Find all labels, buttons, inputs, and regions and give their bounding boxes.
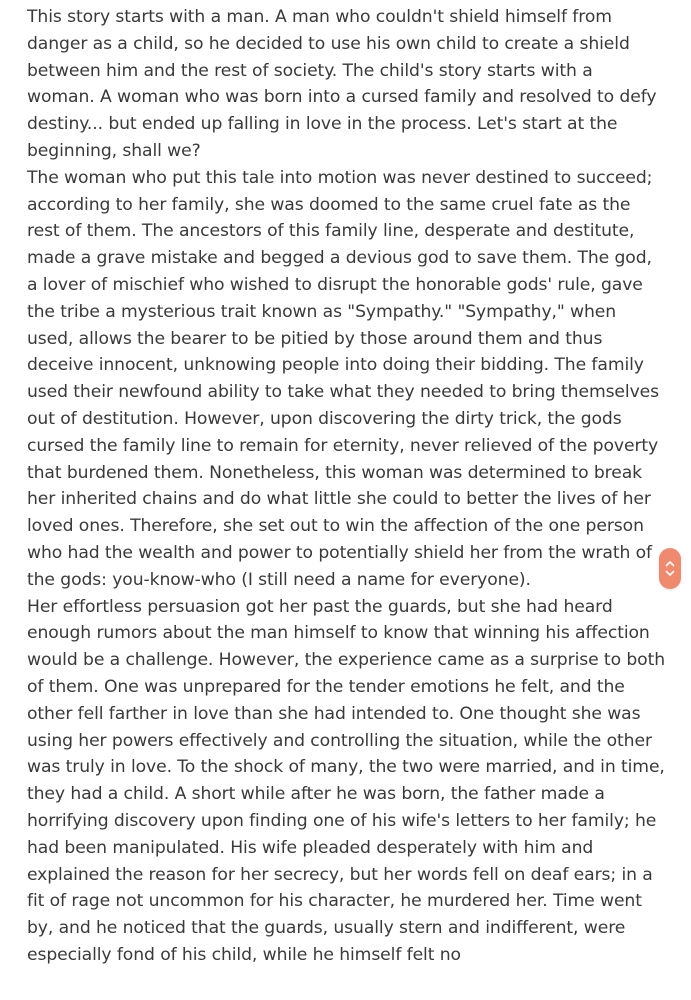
fast-scroll-handle[interactable] — [659, 548, 681, 589]
story-paragraph-1: This story starts with a man. A man who couldn't shield himself from danger as a child, so he decided to use his own child to create a shield between him and the rest of society. The child's story starts with a woman. A woman who was born into a cursed family and resolved to defy destiny... but ended up falling in love in the process. Let's start at the beginning, shall we? — [27, 7, 657, 161]
story-paragraph-3: Her effortless persuasion got her past the guards, but she had heard enough rumors about the man himself to know that winning his affection would be a challenge. However, the experience came as a surprise to both of them. One was unprepared for the tender emotions he felt, and the other fell farther in love than she had intended to. One thought she was using her powers effectively and controlling the situation, while the other was truly in love. To the shock of many, the two were married, and in time, they had a child. A short while after he was born, the father made a horrifying discovery upon finding one of his wife's letters to her family; he had been manipulated. His wife pleaded desperately with him and explained the reason for her secrecy, but her words fell on deaf ears; in a fit of rage not uncommon for his character, he murdered her. Time went by, and he noticed that the guards, usually stern and indifferent, were especially fond of his child, while he himself felt no — [27, 596, 666, 965]
story-paragraph-2: The woman who put this tale into motion was never destined to succeed; according to her family, she was doomed to the same cruel fate as the rest of them. The ancestors of this family line, desperate and destitute, made a grave mistake and begged a devious god to save them. The god, a lover of mischief who wished to disrupt the honorable gods' rule, gave the tribe a mysterious trait known as "Sympathy." "Sympathy," when used, allows the bearer to be pitied by those around them and thus deceive innocent, unknowing people into doing their bidding. The family used their newfound ability to take what they needed to bring themselves out of destitution. However, upon discovering the dirty trick, the gods cursed the family line to remain for eternity, never relieved of the poverty that burdened them. Nonetheless, this woman was determined to break her inherited chains and do what little she could to better the lives of her loved ones. Therefore, she set out to win the affection of the one person who had the wealth and power to potentially shield her from the wrath of the gods: you-know-who (I still need a name for everyone). — [27, 167, 659, 590]
chevron-down-icon — [665, 570, 675, 577]
story-text — [27, 4, 665, 969]
chevron-up-icon — [665, 560, 675, 567]
